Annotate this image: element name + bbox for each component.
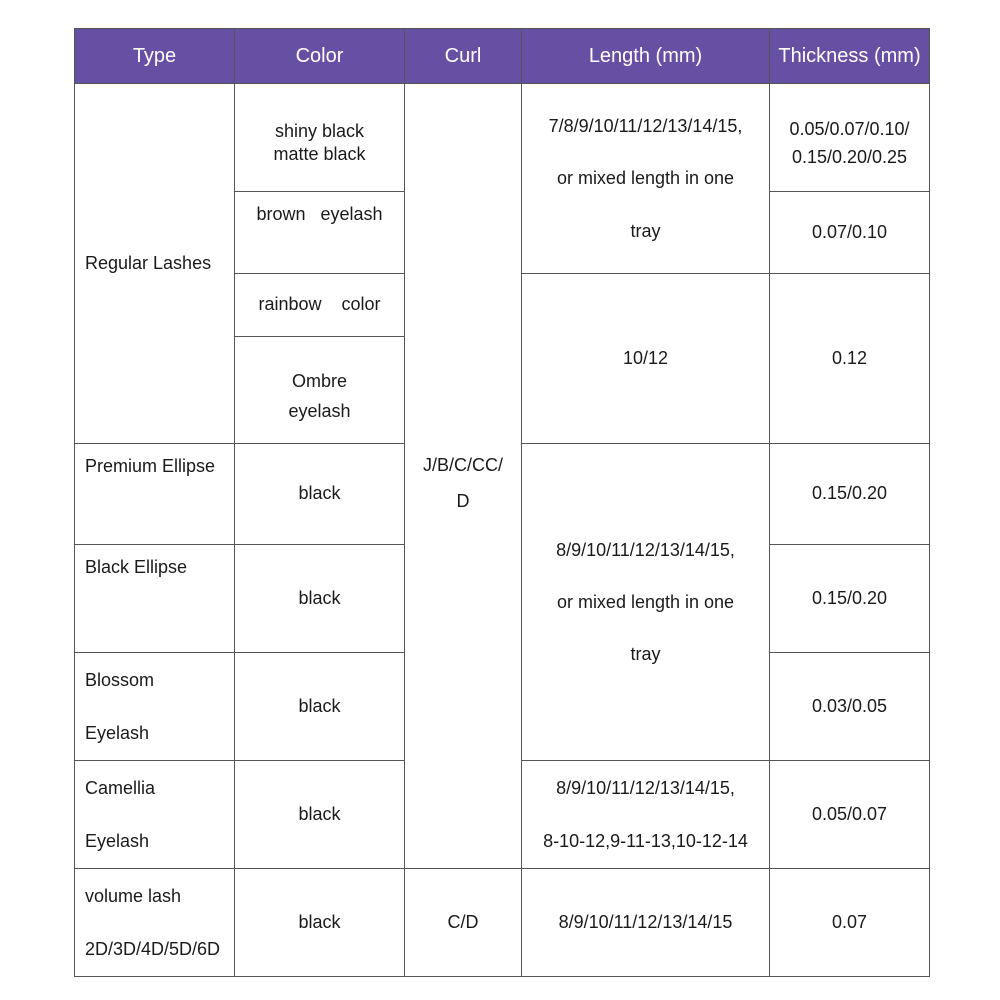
- color-label: black: [298, 587, 341, 608]
- table-row: [75, 869, 930, 977]
- color-volume: [235, 869, 405, 977]
- type-label: Black Ellipse: [85, 557, 188, 577]
- color-label: rainbow color: [258, 294, 381, 315]
- length-rainbow: [522, 274, 770, 444]
- header-thickness: Thickness (mm): [770, 29, 930, 84]
- thickness-label: 0.05/0.07: [811, 803, 888, 824]
- color-label: eyelash: [288, 400, 351, 421]
- table-row: [75, 84, 930, 192]
- length-ellipse: [522, 444, 770, 761]
- color-black-ellipse: [235, 545, 405, 653]
- thickness-black-ellipse: [770, 545, 930, 653]
- length-label: 8/9/10/11/12/13/14/15: [558, 911, 733, 932]
- thickness-blossom: [770, 653, 930, 761]
- color-camellia: [235, 761, 405, 869]
- thickness-camellia: [770, 761, 930, 869]
- color-label: matte black: [273, 144, 366, 165]
- length-label: tray: [630, 644, 661, 665]
- color-label: brown eyelash: [256, 204, 383, 224]
- color-rainbow: [235, 274, 405, 337]
- color-label: black: [298, 911, 341, 932]
- color-brown: [235, 192, 405, 274]
- thickness-label: 0.15/0.20: [811, 483, 888, 504]
- thickness-brown: [770, 192, 930, 274]
- length-label: 8-10-12,9-11-13,10-12-14: [543, 830, 748, 851]
- type-label: volume lash: [85, 886, 182, 907]
- length-label: 8/9/10/11/12/13/14/15,: [556, 539, 735, 560]
- type-premium-ellipse: [75, 444, 235, 545]
- type-label: Camellia: [85, 778, 156, 799]
- header-curl: Curl: [405, 29, 522, 84]
- color-label: black: [298, 483, 341, 504]
- thickness-label: 0.15/0.20: [811, 587, 888, 608]
- curl-label: C/D: [447, 911, 479, 932]
- type-black-ellipse: [75, 545, 235, 653]
- length-regular: [522, 84, 770, 274]
- length-camellia: [522, 761, 770, 869]
- curl-volume: [405, 869, 522, 977]
- color-blossom: [235, 653, 405, 761]
- color-premium: [235, 444, 405, 545]
- type-camellia: [75, 761, 235, 869]
- thickness-shiny: [770, 84, 930, 192]
- header-row: [75, 29, 930, 84]
- thickness-label: 0.07/0.10: [811, 221, 888, 242]
- thickness-label: 0.07: [831, 911, 868, 932]
- color-label: black: [298, 803, 341, 824]
- type-blossom: [75, 653, 235, 761]
- type-label: Eyelash: [85, 722, 150, 743]
- type-label: Blossom: [85, 670, 155, 691]
- color-label: shiny black: [274, 121, 365, 142]
- type-volume: [75, 869, 235, 977]
- color-label: Ombre: [291, 370, 347, 391]
- thickness-volume: [770, 869, 930, 977]
- curl-main: [405, 84, 522, 869]
- color-shiny-matte: [235, 84, 405, 192]
- thickness-premium: [770, 444, 930, 545]
- type-label: Eyelash: [85, 830, 150, 851]
- thickness-label: 0.03/0.05: [811, 695, 888, 716]
- type-regular-lashes: [75, 84, 235, 444]
- lash-spec-table: [74, 28, 930, 977]
- thickness-label: 0.15/0.20/0.25: [791, 147, 908, 168]
- header-color: Color: [235, 29, 405, 84]
- color-label: black: [298, 695, 341, 716]
- color-ombre: [235, 337, 405, 444]
- type-label: 2D/3D/4D/5D/6D: [85, 938, 221, 959]
- length-label: 10/12: [622, 347, 669, 368]
- length-volume: [522, 869, 770, 977]
- thickness-label: 0.05/0.07/0.10/: [789, 119, 910, 140]
- length-label: tray: [630, 220, 661, 241]
- header-length: Length (mm): [522, 29, 770, 84]
- length-label: 7/8/9/10/11/12/13/14/15,: [548, 116, 743, 137]
- length-label: or mixed length in one: [556, 591, 735, 612]
- thickness-rainbow: [770, 274, 930, 444]
- type-label: Regular Lashes: [85, 252, 212, 273]
- thickness-label: 0.12: [831, 347, 868, 368]
- header-type: Type: [75, 29, 235, 84]
- length-label: or mixed length in one: [556, 168, 735, 189]
- curl-label: J/B/C/CC/: [422, 455, 503, 476]
- type-label: Premium Ellipse: [85, 456, 216, 476]
- curl-label: D: [456, 491, 470, 512]
- length-label: 8/9/10/11/12/13/14/15,: [556, 778, 735, 799]
